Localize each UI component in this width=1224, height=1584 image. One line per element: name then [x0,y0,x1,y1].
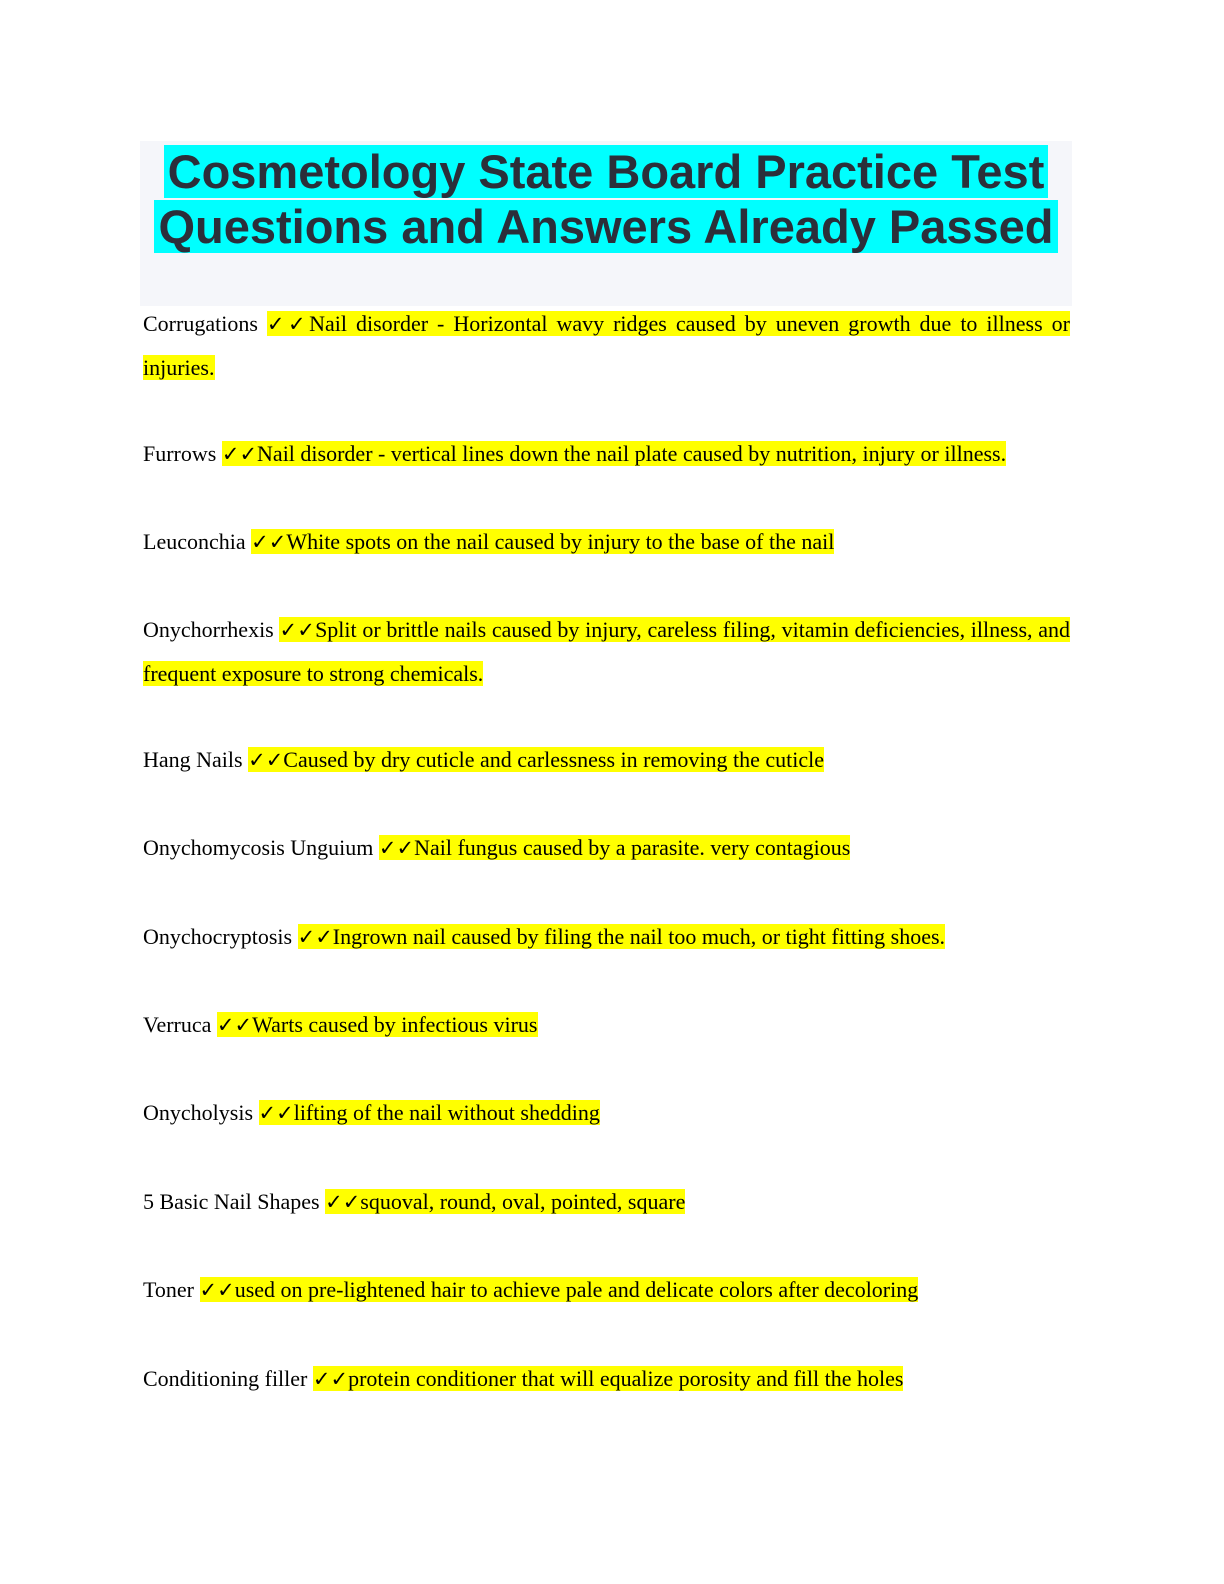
entry-term: Toner [143,1277,194,1302]
check-mark-icon: ✓✓ [221,442,258,466]
entry-answer-text: protein conditioner that will equalize porosity and fill the holes [348,1366,904,1391]
entry-term: Leuconchia [143,529,246,554]
check-mark-icon: ✓✓ [216,1013,253,1037]
entry-term: Onychomycosis Unguium [143,835,374,860]
entry-answer-text: lifting of the nail without shedding [293,1100,600,1125]
entry-term: Onycholysis [143,1100,253,1125]
entry-verruca [143,1003,1070,1047]
entry-answer [259,1100,600,1125]
entry-term: Furrows [143,441,217,466]
entry-toner [143,1268,1070,1312]
entry-answer [313,1366,904,1391]
entry-onycholysis [143,1091,1070,1135]
entry-answer-text: squoval, round, oval, pointed, square [360,1189,686,1214]
check-mark-icon: ✓✓ [325,1190,361,1214]
entry-answer-text: Caused by dry cuticle and carlessness in removing the cuticle [283,747,824,772]
check-mark-icon: ✓✓ [251,530,287,554]
check-mark-icon: ✓✓ [258,1101,294,1125]
check-mark-icon: ✓✓ [279,618,316,642]
entry-answer [379,835,850,860]
entry-answer-text: Warts caused by infectious virus [252,1012,538,1037]
check-mark-icon: ✓✓ [248,748,284,772]
check-mark-icon: ✓✓ [378,836,415,860]
title-line-2: Questions and Answers Already Passed [154,200,1057,253]
check-mark-icon: ✓✓ [199,1278,235,1302]
entry-answer [298,924,945,949]
check-mark-icon: ✓✓ [266,312,310,336]
entry-furrows [143,432,1070,476]
entry-onychorrhexis [143,608,1070,696]
entry-answer [143,311,1070,380]
entry-term: Onychorrhexis [143,617,274,642]
entry-term: Onychocryptosis [143,924,293,949]
entry-answer [217,1012,538,1037]
entry-answer [143,617,1070,686]
entry-onychocryptosis [143,915,1070,959]
entry-answer [222,441,1006,466]
title-line-1: Cosmetology State Board Practice Test [164,145,1049,198]
entry-term: Hang Nails [143,747,243,772]
entry-answer-text: Nail disorder - Horizontal wavy ridges caused by uneven growth due to illness or injuries. [143,311,1070,380]
entry-answer-text: White spots on the nail caused by injury to the base of the nail [286,529,835,554]
entry-corrugations [143,302,1070,390]
entry-term: Verruca [143,1012,212,1037]
entry-leuconchia [143,520,1070,564]
entry-hang-nails [143,738,1070,782]
entry-answer-text: Nail disorder - vertical lines down the nail plate caused by nutrition, injury or illness. [257,441,1007,466]
entry-answer-text: Nail fungus caused by a parasite. very contagious [414,835,851,860]
entry-nail-shapes [143,1180,1070,1224]
entry-answer [200,1277,919,1302]
entry-answer [325,1189,685,1214]
entry-term: Conditioning filler [143,1366,308,1391]
entry-conditioning-filler [143,1357,1070,1401]
entry-answer-text: Ingrown nail caused by filing the nail too much, or tight fitting shoes. [332,924,946,949]
entry-term: Corrugations [143,311,258,336]
entry-answer [251,529,834,554]
entry-term: 5 Basic Nail Shapes [143,1189,320,1214]
entry-onychomycosis-unguium [143,826,1070,870]
check-mark-icon: ✓✓ [312,1367,349,1391]
entry-answer [248,747,824,772]
check-mark-icon: ✓✓ [297,925,333,949]
entry-answer-text: Split or brittle nails caused by injury, careless filing, vitamin deficiencies, illness, and frequent exposure to strong chemicals. [143,617,1070,686]
title-block [140,141,1072,306]
entry-answer-text: used on pre-lightened hair to achieve pale and delicate colors after decoloring [234,1277,919,1302]
